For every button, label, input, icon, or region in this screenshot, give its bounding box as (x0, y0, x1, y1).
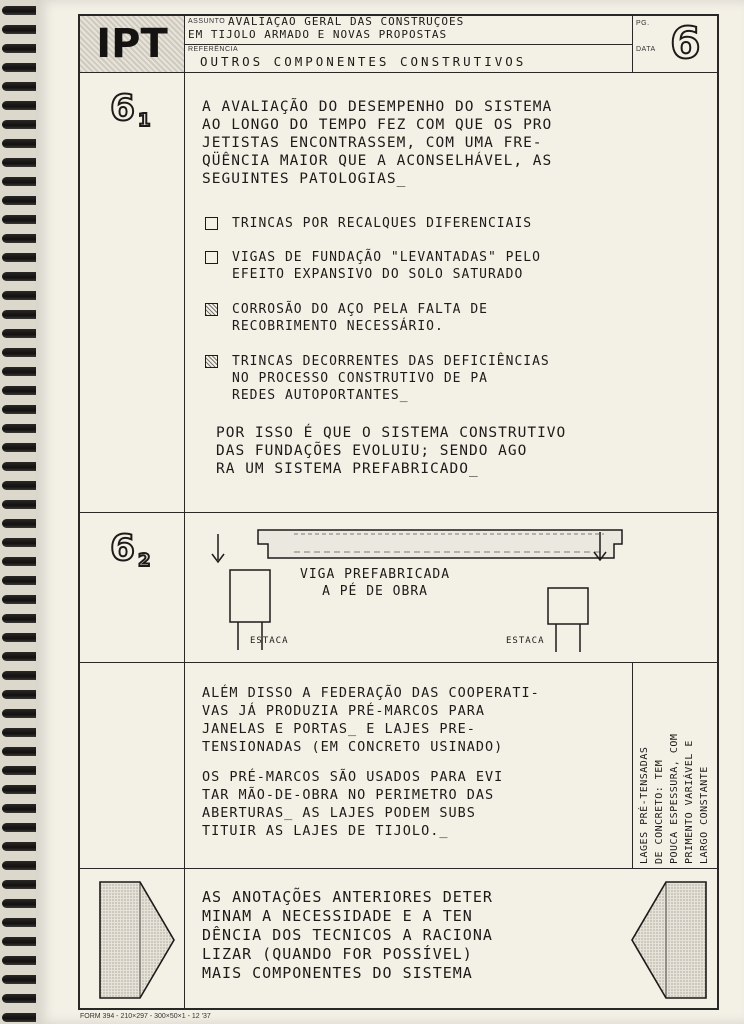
form-footer: FORM 394 - 210×297 - 300×50×1 - 12 '37 (80, 1013, 211, 1020)
side-note: LAGES PRÉ-TENSADAS DE CONCRETO: TEM POUCA ESPESSURA, COM PRIMENTO VARIÁVEL E LARGO CONSTANTE (639, 733, 710, 864)
checkbox-icon (205, 355, 218, 368)
pathology-item: TRINCAS POR RECALQUES DIFERENCIAIS (205, 215, 532, 232)
page-number: 6 (670, 18, 701, 69)
section-3-paragraph-2: OS PRÉ-MARCOS SÃO USADOS PARA EVI TAR MÃO-DE-OBRA NO PERIMETRO DAS ABERTURAS_ AS LAJES PODEM SUBS TITUIR AS LAJES DE TIJOLO._ (202, 769, 504, 839)
referencia-label: REFERÊNCIA (188, 46, 239, 53)
stake-right-label: ESTACA (506, 636, 545, 646)
section-6-2-sub: 2 (138, 550, 151, 571)
section-3-paragraph-1: ALÉM DISSO A FEDERAÇÃO DAS COOPERATI- VAS JÁ PRODUZIA PRÉ-MARCOS PARA JANELAS E PORTAS_ E LAJES PRE- TENSIONADAS (EM CONCRETO USINADO) (202, 685, 540, 755)
referencia-text: OUTROS COMPONENTES CONSTRUTIVOS (200, 54, 527, 69)
section-4-paragraph: AS ANOTAÇÕES ANTERIORES DETER MINAM A NECESSIDADE E A TEN DÊNCIA DOS TECNICOS A RACIONA LIZAR (QUANDO FOR POSSÍVEL) MAIS COMPONENTES DO SISTEMA (202, 888, 493, 982)
assunto-line-1: AVALIAÇAO GERAL DAS CONSTRUÇOES (228, 15, 465, 28)
right-arrow-pentagon-icon (88, 872, 182, 1008)
section-6-2-number: 6 (110, 528, 136, 569)
assunto-line-2: EM TIJOLO ARMADO E NOVAS PROPOSTAS (188, 28, 448, 41)
data-label: DATA (636, 46, 656, 53)
section-6-1-sub: 1 (138, 110, 151, 131)
left-arrow-pentagon-icon (620, 872, 718, 1008)
section-6-1-conclusion: POR ISSO É QUE O SISTEMA CONSTRUTIVO DAS FUNDAÇÕES EVOLUIU; SENDO AGO RA UM SISTEMA PREFABRICADO_ (216, 425, 567, 477)
section-6-1-intro: A AVALIAÇÃO DO DESEMPENHO DO SISTEMA AO LONGO DO TEMPO FEZ COM QUE OS PRO JETISTAS ENCONTRASSEM, COM UMA FRE- QÜÊNCIA MAIOR QUE A ACONSELHÁVEL, AS SEGUINTES PATOLOGIAS_ (202, 99, 553, 187)
checkbox-icon (205, 303, 218, 316)
section-6-1-number: 6 (110, 88, 136, 129)
pg-label: PG. (636, 20, 650, 27)
assunto-label: ASSUNTO (188, 18, 226, 25)
pathology-item: TRINCAS DECORRENTES DAS DEFICIÊNCIAS NO PROCESSO CONSTRUTIVO DE PA REDES AUTOPORTANTES_ (205, 353, 550, 404)
pathology-item: CORROSÃO DO AÇO PELA FALTA DE RECOBRIMENTO NECESSÁRIO. (205, 301, 488, 335)
checkbox-icon (205, 217, 218, 230)
beam-label: VIGA PREFABRICADA A PÉ DE OBRA (300, 567, 451, 599)
ipt-logo: IPT (80, 16, 184, 72)
pathology-item: VIGAS DE FUNDAÇÃO "LEVANTADAS" PELO EFEITO EXPANSIVO DO SOLO SATURADO (205, 249, 541, 283)
checkbox-icon (205, 251, 218, 264)
form-frame (78, 14, 719, 1010)
stake-left-label: ESTACA (250, 636, 289, 646)
